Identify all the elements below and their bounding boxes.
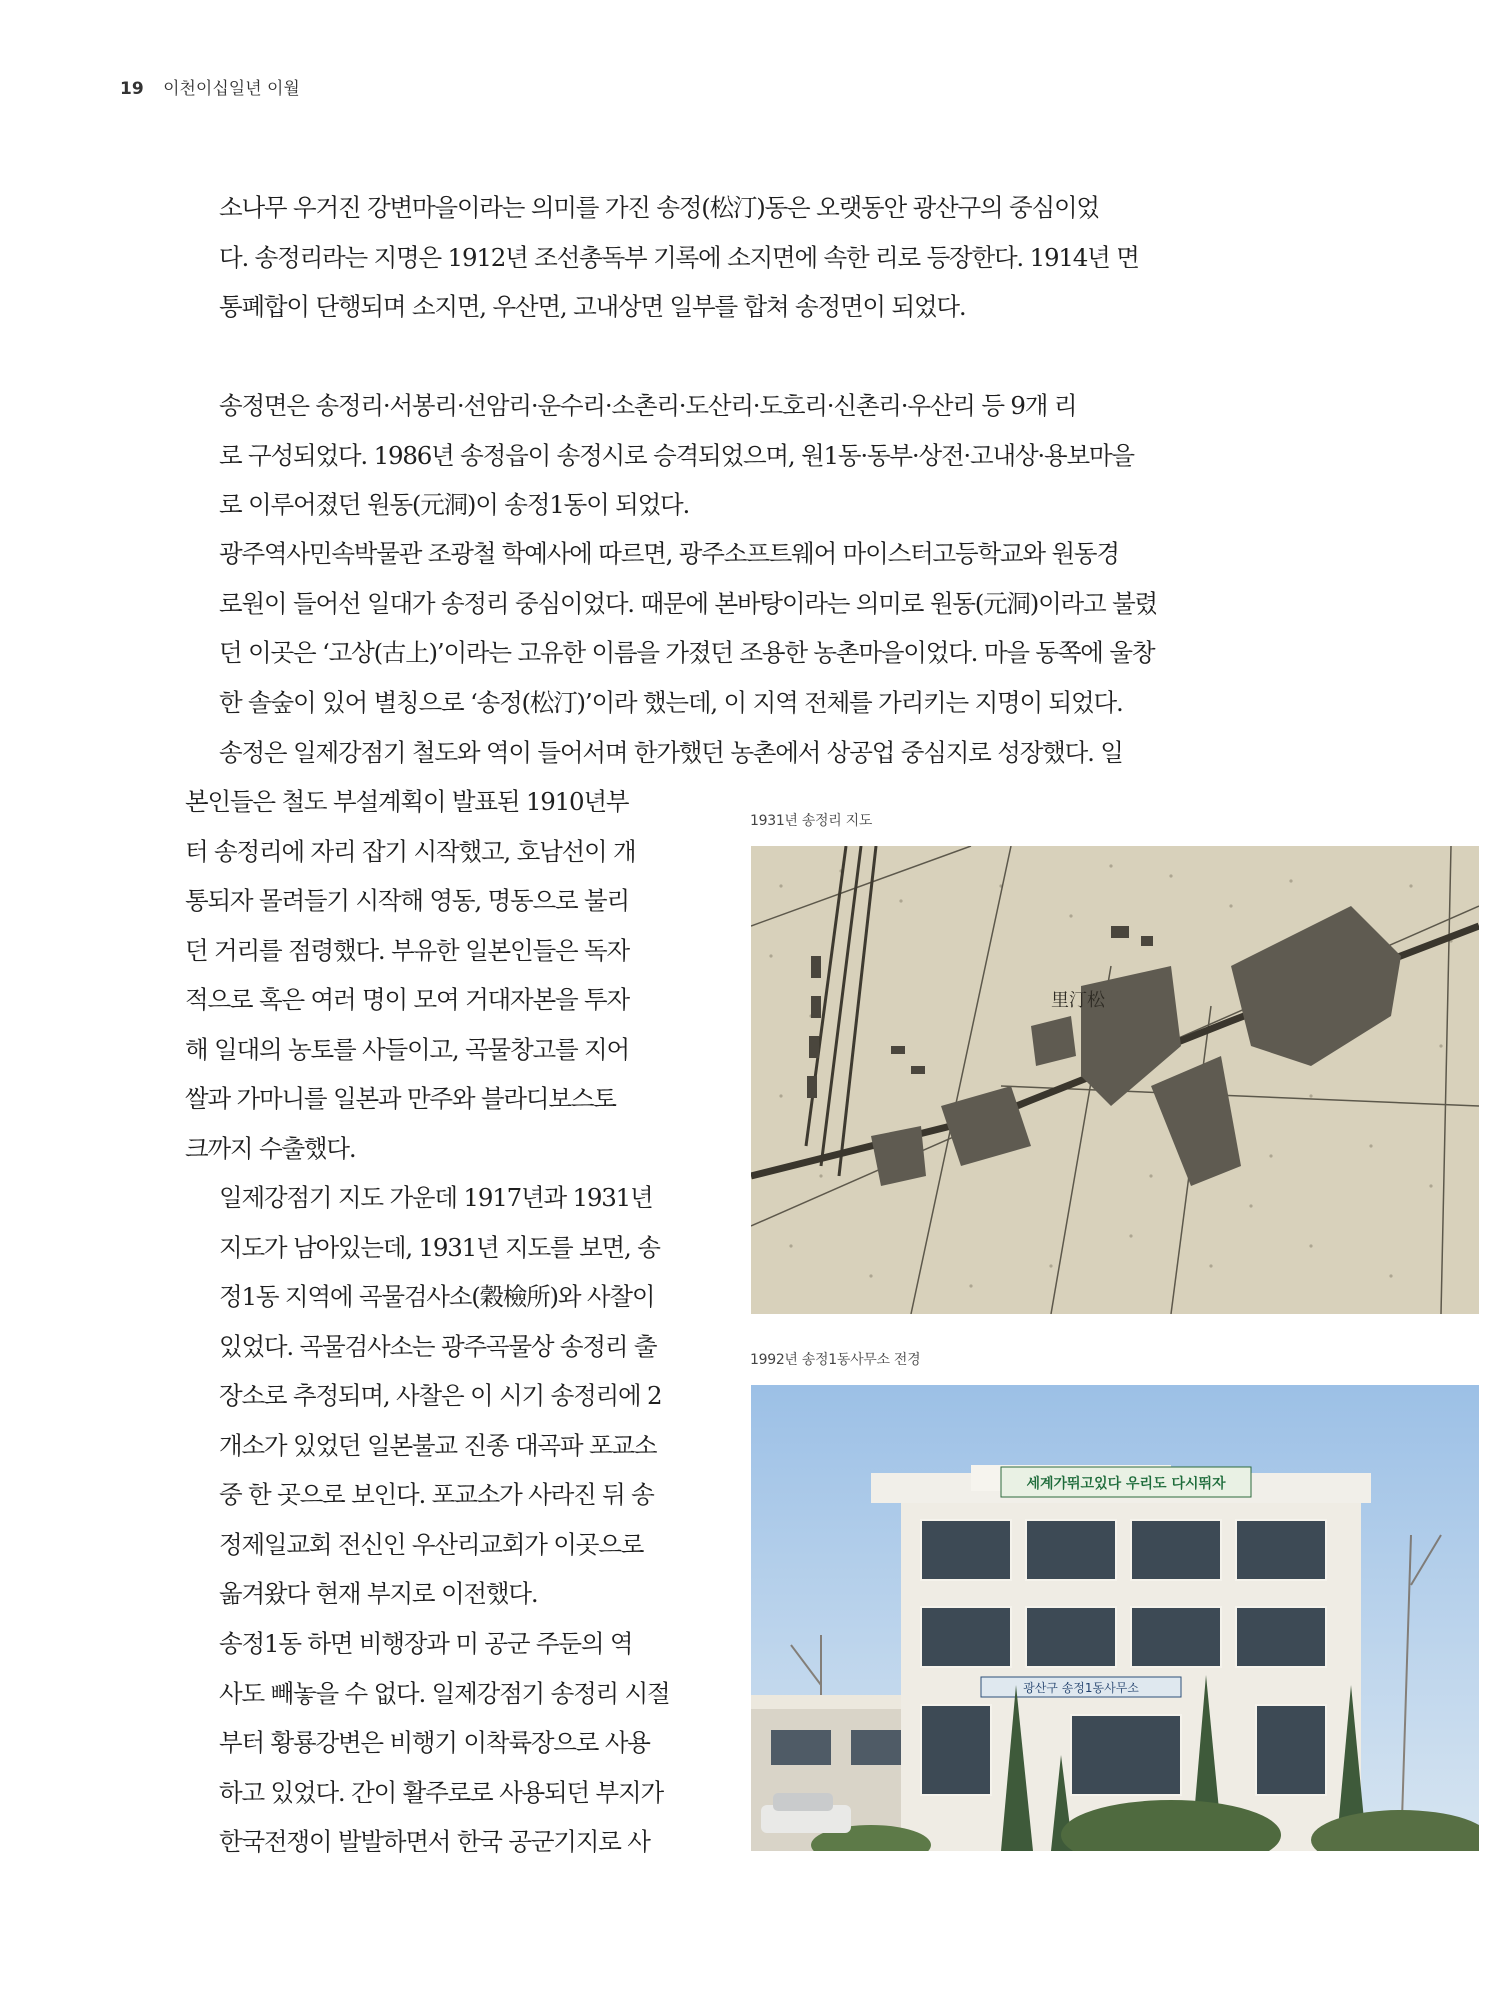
- column-paragraph-1: [185, 777, 673, 1173]
- text-line: 터 송정리에 자리 잡기 시작했고, 호남선이 개: [185, 836, 636, 866]
- text-line: 해 일대의 농토를 사들이고, 곡물창고를 지어: [185, 1034, 629, 1064]
- text-line: 부터 황룡강변은 비행기 이착륙장으로 사용: [219, 1728, 650, 1757]
- text-line: 지도가 남아있는데, 1931년 지도를 보면, 송: [219, 1232, 660, 1262]
- text-line: 로 이루어졌던 원동(元洞)이 송정1동이 되었다.: [219, 490, 690, 519]
- body-paragraph-3: [185, 529, 1190, 727]
- text-line: 던 이곳은 ‘고상(古上)’이라는 고유한 이름을 가졌던 조용한 농촌마을이었다. 마을 동쪽에 울창: [219, 638, 1155, 667]
- text-line: 일제강점기 지도 가운데 1917년과 1931년: [219, 1183, 653, 1212]
- text-line: 본인들은 철도 부설계획이 발표된 1910년부: [185, 787, 629, 816]
- text-line: 정제일교회 전신인 우산리교회가 이곳으로: [219, 1529, 644, 1559]
- entrance-sign: 광산구 송정1동사무소: [1023, 1681, 1139, 1695]
- text-line: 한국전쟁이 발발하면서 한국 공군기지로 사: [219, 1827, 650, 1856]
- text-line: 있었다. 곡물검사소는 광주곡물상 송정리 출: [219, 1331, 657, 1361]
- text-line: 소나무 우거진 강변마을이라는 의미를 가진 송정(松汀)동은 오랫동안 광산구의 중심이었: [219, 193, 1099, 222]
- text-line: 통되자 몰려들기 시작해 영동, 명동으로 불리: [185, 886, 629, 915]
- text-line: 광주역사민속박물관 조광철 학예사에 따르면, 광주소프트웨어 마이스터고등학교와 원동경: [219, 539, 1119, 568]
- text-line: 쌀과 가마니를 일본과 만주와 블라디보스토: [185, 1084, 616, 1113]
- historic-map-image: [751, 846, 1479, 1314]
- text-line: 로 구성되었다. 1986년 송정읍이 송정시로 승격되었으며, 원1동·동부·상전·고내상·용보마을: [219, 440, 1134, 470]
- page-number: 19: [120, 79, 144, 99]
- rooftop-slogan-sign: 세계가뛰고있다 우리도 다시뛰자: [1026, 1476, 1226, 1492]
- text-line: 장소로 추정되며, 사찰은 이 시기 송정리에 2: [219, 1381, 662, 1410]
- text-line: 다. 송정리라는 지명은 1912년 조선총독부 기록에 소지면에 속한 리로 등장한다. 1914년 면: [219, 242, 1139, 272]
- text-line: 하고 있었다. 간이 활주로로 사용되던 부지가: [219, 1777, 663, 1807]
- text-line: 정1동 지역에 곡물검사소(穀檢所)와 사찰이: [219, 1282, 655, 1311]
- text-line: 송정면은 송정리·서봉리·선암리·운수리·소촌리·도산리·도호리·신촌리·우산리 등 9개 리: [219, 391, 1077, 420]
- body-paragraph-1: [185, 183, 1190, 332]
- text-line: 로원이 들어선 일대가 송정리 중심이었다. 때문에 본바탕이라는 의미로 원동(元洞)이라고 불렸: [219, 588, 1158, 618]
- text-line: 옮겨왔다 현재 부지로 이전했다.: [219, 1579, 538, 1608]
- text-line: 송정1동 하면 비행장과 미 공군 주둔의 역: [219, 1629, 633, 1658]
- text-line: 크까지 수출했다.: [185, 1133, 356, 1163]
- map-town-label: 里汀松: [1051, 990, 1105, 1011]
- map-caption: 1931년 송정리 지도: [750, 813, 873, 829]
- text-line: 개소가 있었던 일본불교 진종 대곡파 포교소: [219, 1430, 657, 1460]
- text-line: 사도 빼놓을 수 없다. 일제강점기 송정리 시절: [219, 1678, 670, 1708]
- body-paragraph-4: [185, 728, 1190, 778]
- body-paragraph-2: [185, 381, 1190, 530]
- book-title: 이천이십일년 이월: [163, 79, 300, 99]
- text-line: 중 한 곳으로 보인다. 포교소가 사라진 뒤 송: [219, 1480, 654, 1509]
- office-building-photo: [751, 1385, 1479, 1851]
- column-paragraph-3: [185, 1619, 673, 1867]
- running-head: [120, 74, 300, 99]
- text-line: 던 거리를 점령했다. 부유한 일본인들은 독자: [185, 935, 629, 965]
- column-paragraph-2: [185, 1173, 673, 1619]
- text-line: 한 솔숲이 있어 별칭으로 ‘송정(松汀)’이라 했는데, 이 지역 전체를 가리키는 지명이 되었다.: [219, 687, 1123, 717]
- text-line: 통폐합이 단행되며 소지면, 우산면, 고내상면 일부를 합쳐 송정면이 되었다.: [219, 292, 966, 321]
- text-line: 적으로 혹은 여러 명이 모여 거대자본을 투자: [185, 985, 629, 1014]
- text-line: 송정은 일제강점기 철도와 역이 들어서며 한가했던 농촌에서 상공업 중심지로 성장했다. 일: [219, 738, 1123, 767]
- photo-caption: 1992년 송정1동사무소 전경: [750, 1352, 921, 1368]
